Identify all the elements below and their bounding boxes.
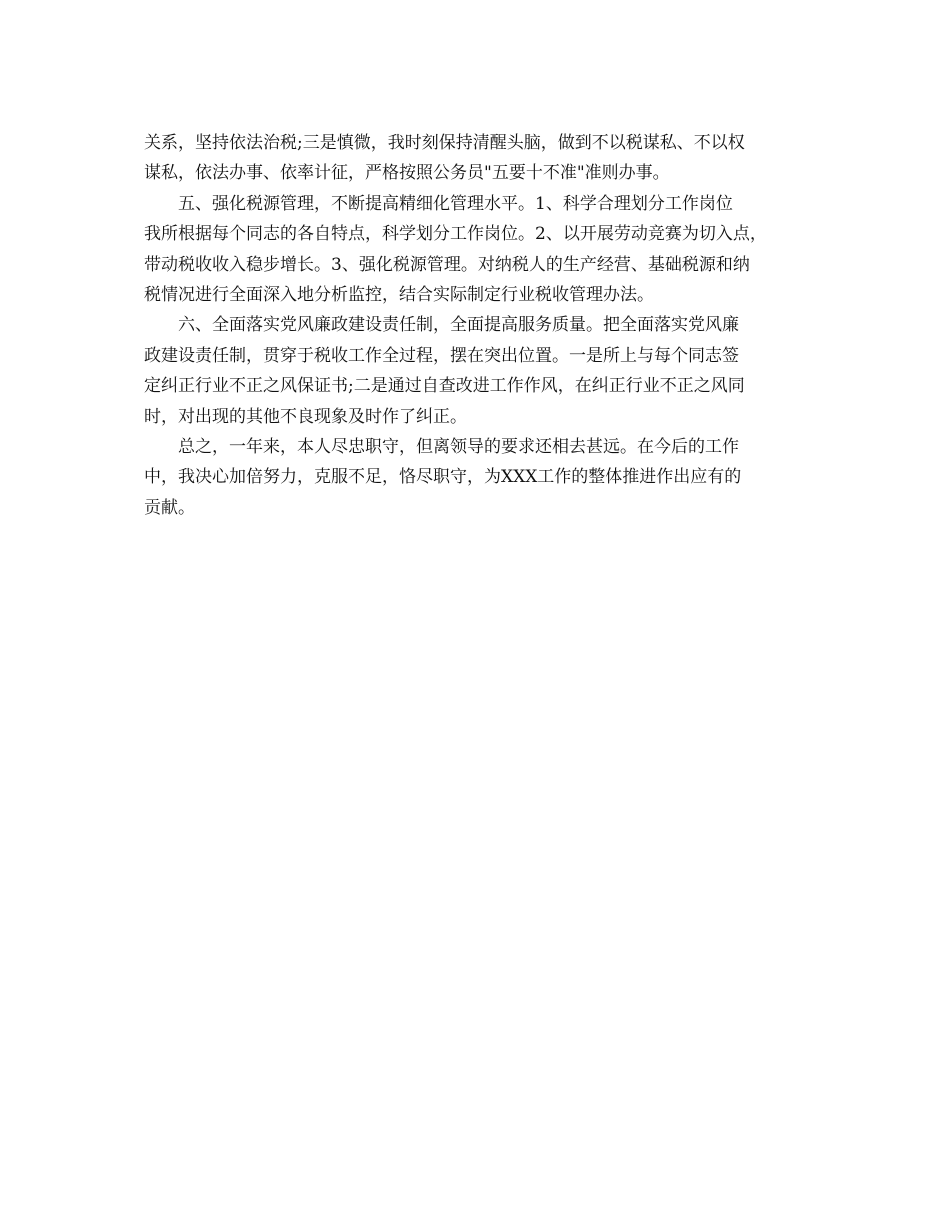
paragraph-start-line: 五、强化税源管理，不断提高精细化管理水平。1、科学合理划分工作岗位 — [178, 193, 733, 214]
text-line: 定纠正行业不正之风保证书;二是通过自查改进工作作风，在纠正行业不正之风同 — [144, 376, 745, 397]
paragraph-start-line: 总之，一年来，本人尽忠职守，但离领导的要求还相去甚远。在今后的工作 — [178, 436, 739, 457]
text-line: 税情况进行全面深入地分析监控，结合实际制定行业税收管理办法。 — [144, 284, 654, 305]
text-line: 带动税收收入稳步增长。3、强化税源管理。对纳税人的生产经营、基础税源和纳 — [144, 254, 750, 275]
text-line: 政建设责任制，贯穿于税收工作全过程，摆在突出位置。一是所上与每个同志签 — [144, 345, 739, 366]
text-line: 贡献。 — [144, 497, 195, 518]
paragraph-start-line: 六、全面落实党风廉政建设责任制，全面提高服务质量。把全面落实党风廉 — [178, 315, 739, 336]
text-line: 关系，坚持依法治税;三是慎微，我时刻保持清醒头脑，做到不以税谋私、不以权 — [144, 133, 745, 153]
document-body — [144, 128, 814, 523]
text-line: 谋私，依法办事、依率计征，严格按照公务员"五要十不准"准则办事。 — [144, 163, 670, 184]
text-line: 中，我决心加倍努力，克服不足，恪尽职守，为XXX工作的整体推进作出应有的 — [144, 467, 742, 488]
text-line: 时，对出现的其他不良现象及时作了纠正。 — [144, 406, 467, 427]
text-line: 我所根据每个同志的各自特点，科学划分工作岗位。2、以开展劳动竞赛为切入点， — [144, 224, 767, 245]
